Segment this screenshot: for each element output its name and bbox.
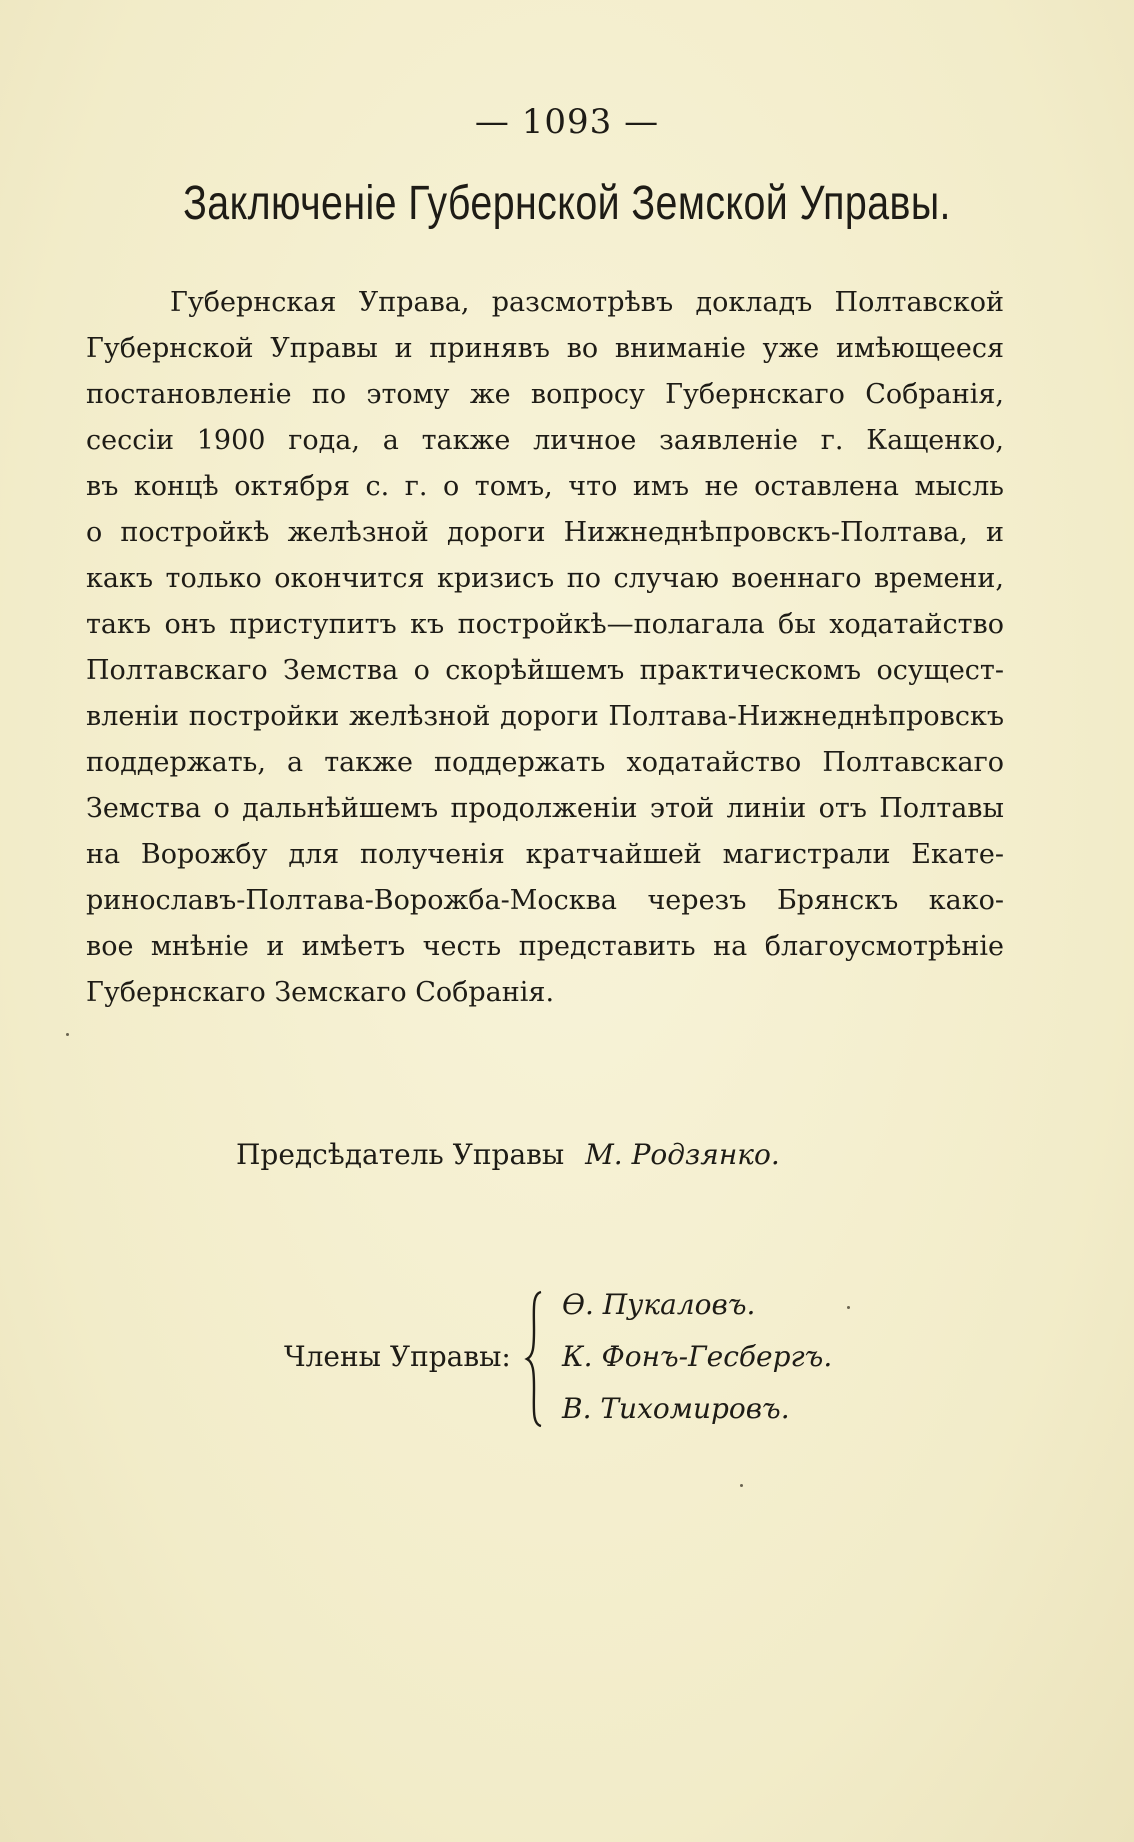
- ink-speck: [66, 1033, 69, 1036]
- curly-brace-icon: [524, 1290, 544, 1428]
- chairman-label: Предсѣдатель Управы: [236, 1138, 565, 1171]
- chairman-signature: [236, 1138, 780, 1171]
- body-line: о постройкѣ желѣзной дороги Нижнеднѣпровскъ-Полтава, и: [86, 517, 1004, 548]
- member-name: К. Фонъ-Гесбергъ.: [562, 1340, 833, 1373]
- body-line: въ концѣ октября с. г. о томъ, что имъ не оставлена мысль: [86, 471, 1004, 502]
- chairman-name: М. Родзянко.: [585, 1138, 780, 1171]
- body-line: какъ только окончится кризисъ по случаю военнаго времени,: [86, 563, 1004, 594]
- body-line: Полтавскаго Земства о скорѣйшемъ практическомъ осущест-: [86, 655, 1004, 686]
- ink-speck: [740, 1484, 743, 1487]
- body-line: вленіи постройки желѣзной дороги Полтава-Нижнеднѣпровскъ: [86, 701, 1004, 732]
- ink-speck: [847, 1306, 850, 1309]
- body-line: вое мнѣніе и имѣетъ честь представить на благоусмотрѣніе: [86, 931, 1004, 962]
- member-name: В. Тихомировъ.: [562, 1392, 790, 1425]
- body-line: сессіи 1900 года, а также личное заявленіе г. Кащенко,: [86, 425, 1004, 456]
- body-line: Губернскаго Земскаго Собранія.: [86, 977, 555, 1008]
- body-line: поддержать, а также поддержать ходатайство Полтавскаго: [86, 747, 1004, 778]
- body-paragraph: [86, 280, 1004, 1016]
- members-label: Члены Управы:: [284, 1340, 511, 1373]
- body-line: такъ онъ приступитъ къ постройкѣ—полагала бы ходатайство: [86, 609, 1004, 640]
- body-line: Губернской Управы и принявъ во вниманіе уже имѣющееся: [86, 333, 1004, 364]
- page-title: Заключеніе Губернской Земской Управы.: [183, 177, 951, 230]
- body-line: Губернская Управа, разсмотрѣвъ докладъ Полтавской: [170, 287, 1004, 318]
- page-number: — 1093 —: [474, 102, 660, 142]
- member-name: Ѳ. Пукаловъ.: [562, 1288, 756, 1321]
- body-line: постановленіе по этому же вопросу Губернскаго Собранія,: [86, 379, 1004, 410]
- body-line: Земства о дальнѣйшемъ продолженіи этой линіи отъ Полтавы: [86, 793, 1004, 824]
- body-line: на Ворожбу для полученія кратчайшей магистрали Екате-: [86, 839, 1004, 870]
- body-line: ринославъ-Полтава-Ворожба-Москва черезъ Брянскъ како-: [86, 885, 1004, 916]
